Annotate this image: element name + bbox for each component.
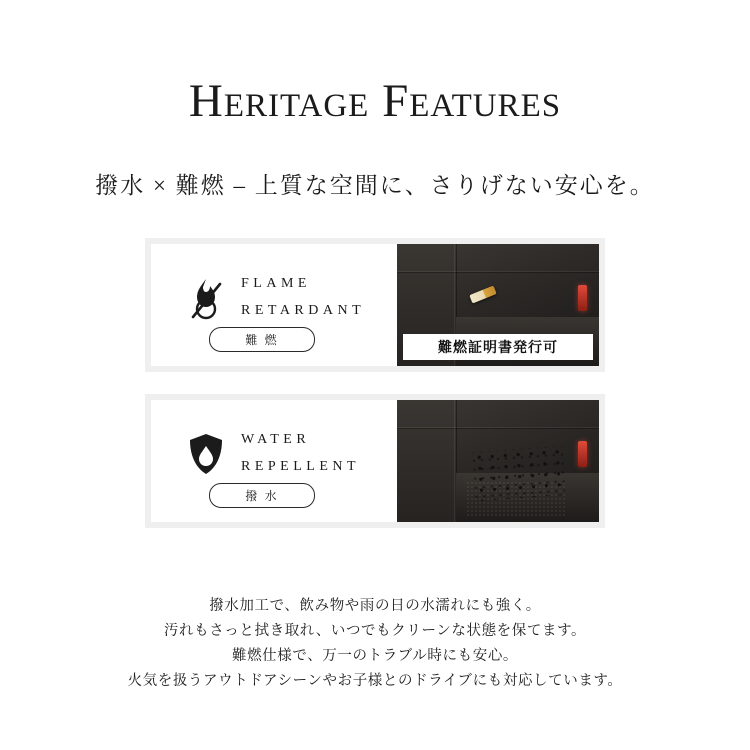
feature-label — [241, 271, 365, 324]
page-title: Heritage Features — [188, 75, 562, 127]
shield-droplet-icon — [185, 431, 227, 477]
red-accent-light — [578, 285, 587, 311]
status-badge-flame: 難 燃 — [209, 327, 315, 352]
feature-card-flame-retardant — [145, 238, 605, 372]
photo-seam-horizontal-shadow — [397, 428, 599, 429]
page-subtitle: 撥水 × 難燃 – 上質な空間に、さりげない安心を。 — [95, 173, 655, 198]
feature-label-line1: FLAME — [241, 276, 311, 292]
feature-label-line1: WATER — [241, 432, 311, 448]
photo-seam-horizontal-shadow — [397, 272, 599, 273]
footer-line-2: 汚れもさっと拭き取れ、いつでもクリーンな状態を保てます。 — [163, 623, 587, 639]
footer-line-1: 撥水加工で、飲み物や雨の日の水濡れにも強く。 — [209, 598, 541, 614]
feature-card-info — [151, 400, 397, 522]
photo-seam-vertical — [454, 400, 455, 522]
flame-no-icon — [185, 275, 227, 321]
footer-line-3: 難燃仕様で、万一のトラブル時にも安心。 — [231, 648, 519, 664]
water-droplets — [472, 446, 568, 501]
feature-card-info — [151, 244, 397, 366]
feature-photo-flame — [397, 244, 599, 366]
red-accent-light — [578, 441, 587, 467]
footer-description — [0, 594, 750, 694]
feature-label-line2: RETARDANT — [241, 303, 366, 318]
feature-label-line2: REPELLENT — [241, 459, 361, 474]
photo-caption-flame: 難燃証明書発行可 — [403, 334, 593, 360]
footer-line-4: 火気を扱うアウトドアシーンやお子様とのドライブにも対応しています。 — [127, 673, 623, 689]
photo-panel-left — [397, 400, 456, 522]
feature-card-list — [145, 238, 605, 550]
status-badge-water: 撥 水 — [209, 483, 315, 508]
feature-card-water-repellent — [145, 394, 605, 528]
feature-label — [241, 427, 360, 480]
feature-photo-water — [397, 400, 599, 522]
